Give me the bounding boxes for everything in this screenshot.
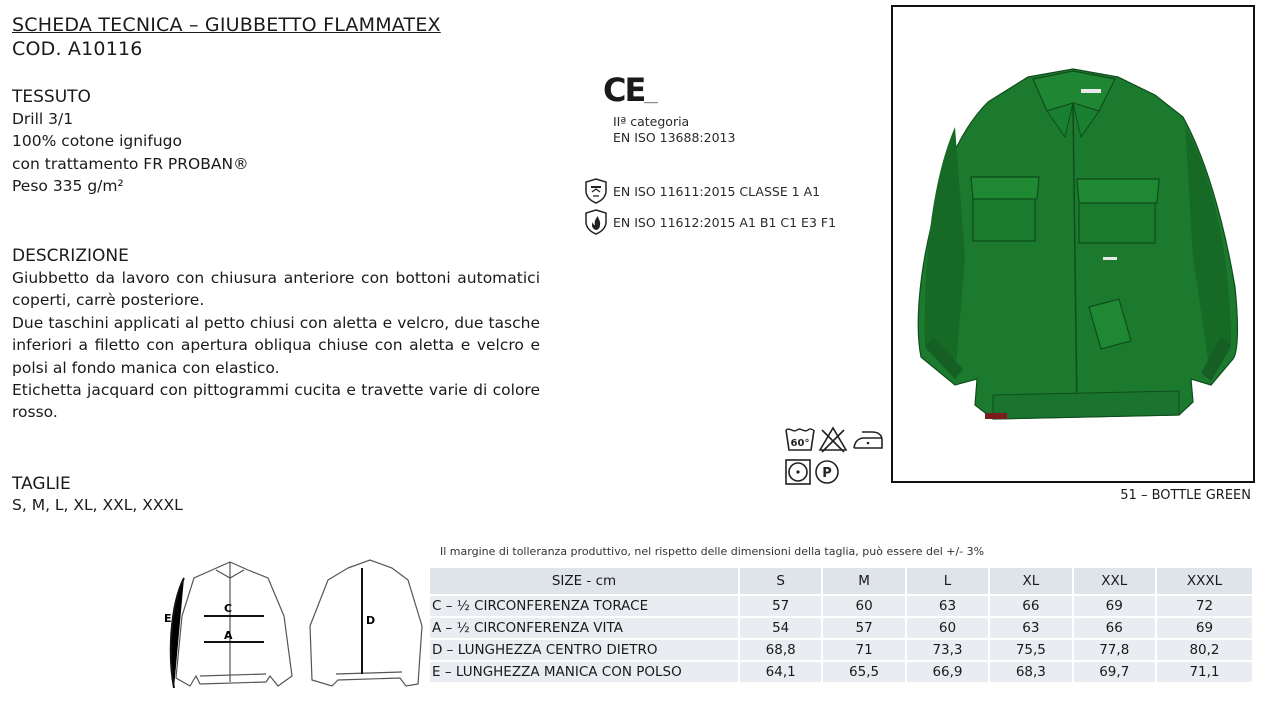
jacket-image bbox=[893, 7, 1253, 481]
table-cell: 71,1 bbox=[1157, 662, 1254, 682]
measure-lines bbox=[171, 578, 264, 688]
table-cell: 71 bbox=[823, 640, 906, 660]
descrizione-paragraph: Etichetta jacquard con pittogrammi cucita e travette varie di colore rosso. bbox=[12, 381, 540, 422]
ce-category-block bbox=[613, 114, 735, 146]
table-cell: C – ½ CIRCONFERENZA TORACE bbox=[430, 596, 740, 616]
table-cell: 73,3 bbox=[907, 640, 990, 660]
table-cell: 57 bbox=[740, 596, 823, 616]
tolerance-note: Il margine di tolleranza produttivo, nel rispetto delle dimensioni della taglia, può essere del +/- 3% bbox=[440, 545, 985, 558]
product-photo bbox=[891, 5, 1255, 483]
table-cell: 66 bbox=[1074, 618, 1157, 638]
ce-standard: EN ISO 13688:2013 bbox=[613, 130, 736, 145]
label-a: A bbox=[224, 629, 233, 642]
wash-60-icon bbox=[786, 429, 814, 450]
table-cell: D – LUNGHEZZA CENTRO DIETRO bbox=[430, 640, 740, 660]
dryclean-p-icon bbox=[816, 461, 838, 483]
table-cell: 66 bbox=[990, 596, 1073, 616]
table-row bbox=[430, 640, 1254, 660]
table-cell: A – ½ CIRCONFERENZA VITA bbox=[430, 618, 740, 638]
table-header-row bbox=[430, 568, 1254, 594]
descrizione-paragraph: Due taschini applicati al petto chiusi con aletta e velcro, due tasche inferiori a filetto con apertura obliqua chiuse con aletta e velcro e polsi al fondo manica con elastico. bbox=[12, 313, 540, 377]
norm-text: EN ISO 11612:2015 A1 B1 C1 E3 F1 bbox=[613, 214, 837, 230]
no-bleach-icon bbox=[820, 428, 846, 452]
tumble-dry-icon bbox=[786, 460, 810, 484]
welding-shield-icon bbox=[585, 178, 607, 204]
norm-text: EN ISO 11611:2015 CLASSE 1 A1 bbox=[613, 183, 821, 199]
table-cell: 63 bbox=[907, 596, 990, 616]
table-header: S bbox=[740, 568, 823, 594]
tessuto-heading: TESSUTO bbox=[12, 87, 91, 107]
title-line-1: SCHEDA TECNICA – GIUBBETTO FLAMMATEX bbox=[12, 14, 441, 36]
table-cell: 77,8 bbox=[1074, 640, 1157, 660]
norm-item bbox=[585, 209, 836, 235]
table-cell: 66,9 bbox=[907, 662, 990, 682]
table-cell: 75,5 bbox=[990, 640, 1073, 660]
table-cell: 54 bbox=[740, 618, 823, 638]
table-header: XL bbox=[990, 568, 1073, 594]
table-row bbox=[430, 662, 1254, 682]
table-cell: 72 bbox=[1157, 596, 1254, 616]
table-cell: 69 bbox=[1074, 596, 1157, 616]
table-row bbox=[430, 596, 1254, 616]
svg-text:P: P bbox=[822, 466, 832, 481]
color-caption: 51 – BOTTLE GREEN bbox=[1120, 488, 1251, 503]
table-cell: 60 bbox=[907, 618, 990, 638]
table-cell: 69,7 bbox=[1074, 662, 1157, 682]
product-code: COD. A10116 bbox=[12, 38, 143, 60]
table-header: XXXL bbox=[1157, 568, 1254, 594]
iron-icon bbox=[854, 432, 882, 448]
descrizione-heading: DESCRIZIONE bbox=[12, 246, 129, 266]
table-header: SIZE - cm bbox=[430, 568, 740, 594]
table-cell: 60 bbox=[823, 596, 906, 616]
table-cell: 68,8 bbox=[740, 640, 823, 660]
table-cell: 57 bbox=[823, 618, 906, 638]
label-e: E bbox=[164, 612, 172, 625]
table-cell: 64,1 bbox=[740, 662, 823, 682]
tessuto-section bbox=[12, 87, 249, 198]
label-c: C bbox=[224, 602, 233, 615]
taglie-heading: TAGLIE bbox=[12, 474, 71, 494]
table-cell: E – LUNGHEZZA MANICA CON POLSO bbox=[430, 662, 740, 682]
tessuto-line: Peso 335 g/m² bbox=[12, 177, 124, 196]
table-row bbox=[430, 618, 1254, 638]
table-cell: 65,5 bbox=[823, 662, 906, 682]
table-cell: 80,2 bbox=[1157, 640, 1254, 660]
norm-item bbox=[585, 178, 820, 204]
taglie-values: S, M, L, XL, XXL, XXXL bbox=[12, 496, 183, 514]
tessuto-line: Drill 3/1 bbox=[12, 110, 74, 128]
descrizione-paragraph: Giubbetto da lavoro con chiusura anteriore con bottoni automatici coperti, carrè posteriore. bbox=[12, 269, 540, 310]
care-symbols bbox=[784, 426, 884, 486]
jacket-front-outline bbox=[176, 562, 292, 686]
table-cell: 63 bbox=[990, 618, 1073, 638]
svg-text:60°: 60° bbox=[790, 438, 810, 449]
table-cell: 68,3 bbox=[990, 662, 1073, 682]
ce-category: IIª categoria bbox=[613, 114, 690, 129]
table-header: L bbox=[907, 568, 990, 594]
size-table bbox=[430, 566, 1254, 684]
table-header: M bbox=[823, 568, 906, 594]
taglie-section bbox=[12, 474, 183, 516]
tessuto-line: 100% cotone ignifugo bbox=[12, 132, 182, 151]
table-header: XXL bbox=[1074, 568, 1157, 594]
label-d: D bbox=[366, 614, 376, 627]
descrizione-section bbox=[12, 246, 540, 424]
flame-shield-icon bbox=[585, 209, 607, 235]
size-diagram bbox=[160, 556, 425, 696]
tessuto-line: con trattamento FR PROBAN® bbox=[12, 154, 249, 173]
document-title bbox=[12, 13, 441, 61]
ce-mark: CE___ bbox=[603, 71, 658, 109]
table-cell: 69 bbox=[1157, 618, 1254, 638]
